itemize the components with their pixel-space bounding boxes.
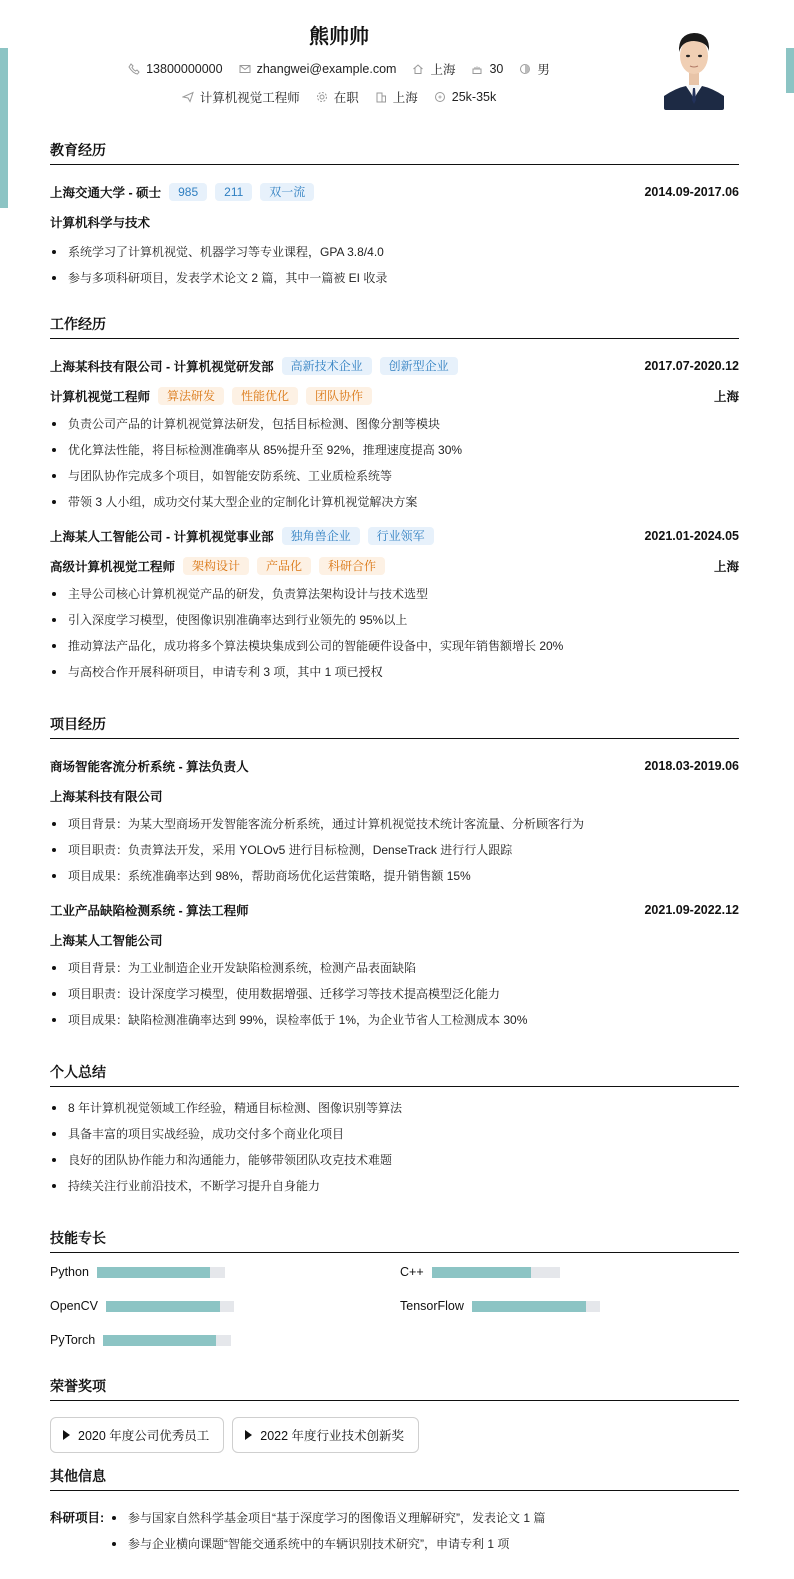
list-item: 8 年计算机视觉领域工作经验，精通目标检测、图像识别等算法 bbox=[50, 1095, 739, 1121]
work-bullets bbox=[50, 581, 739, 685]
research-row bbox=[50, 1505, 739, 1557]
section-title: 技能专长 bbox=[50, 1228, 739, 1253]
age-text: 30 bbox=[489, 62, 504, 76]
education-date: 2014.09-2017.06 bbox=[644, 185, 739, 199]
status-icon bbox=[316, 91, 328, 103]
school-tag: 211 bbox=[215, 183, 252, 201]
phone-item bbox=[128, 62, 222, 76]
list-item: 参与多项科研项目，发表学术论文 2 篇，其中一篇被 EI 收录 bbox=[50, 265, 739, 291]
list-item: 项目职责：负责算法开发，采用 YOLOv5 进行目标检测，DenseTrack 进行行人跟踪 bbox=[50, 837, 739, 863]
age-item bbox=[471, 62, 503, 76]
candidate-name: 熊帅帅 bbox=[309, 26, 369, 48]
list-item: 与团队协作完成多个项目，如智能安防系统、工业质检系统等 bbox=[50, 463, 739, 489]
target-city-item bbox=[375, 88, 418, 106]
education-bullets bbox=[50, 239, 739, 291]
list-item: 推动算法产品化，成功将多个算法模块集成到公司的智能硬件设备中，实现年销售额增长 20% bbox=[50, 633, 739, 659]
work-section bbox=[50, 314, 739, 685]
summary-section bbox=[50, 1062, 739, 1199]
role-title: 计算机视觉工程师 bbox=[50, 390, 151, 404]
role-tag: 架构设计 bbox=[183, 557, 249, 575]
list-item: 项目成果：缺陷检测准确率达到 99%，误检率低于 1%，为企业节省人工检测成本 30% bbox=[50, 1007, 739, 1033]
mail-icon bbox=[239, 63, 251, 75]
job-intent-line bbox=[0, 88, 678, 106]
skill-fill bbox=[97, 1267, 210, 1278]
role-tag: 产品化 bbox=[257, 557, 311, 575]
company-name: 上海某科技有限公司 - 计算机视觉研发部 bbox=[50, 360, 274, 374]
education-header-row bbox=[50, 183, 739, 201]
building-icon bbox=[375, 91, 387, 103]
work-city: 上海 bbox=[713, 390, 739, 404]
honor-text: 2022 年度行业技术创新奖 bbox=[260, 1429, 405, 1443]
salary-text: 25k-35k bbox=[451, 90, 497, 104]
honor-item[interactable] bbox=[50, 1417, 224, 1453]
email-item bbox=[239, 62, 397, 76]
section-title: 个人总结 bbox=[50, 1062, 739, 1087]
work-role-row bbox=[50, 387, 739, 405]
education-section bbox=[50, 140, 739, 291]
project-bullets bbox=[50, 811, 739, 889]
skill-name: C++ bbox=[400, 1265, 424, 1279]
role-tag: 算法研发 bbox=[158, 387, 224, 405]
summary-bullets bbox=[50, 1095, 739, 1199]
skill-pytorch bbox=[50, 1333, 231, 1347]
work-date: 2017.07-2020.12 bbox=[644, 359, 739, 373]
list-item: 项目背景：为工业制造企业开发缺陷检测系统，检测产品表面缺陷 bbox=[50, 955, 739, 981]
company-tag: 行业领军 bbox=[368, 527, 434, 545]
email-text: zhangwei@example.com bbox=[256, 62, 397, 76]
section-title: 项目经历 bbox=[50, 714, 739, 739]
work-company-row bbox=[50, 527, 739, 545]
skill-fill bbox=[103, 1335, 216, 1346]
list-item: 带领 3 人小组，成功交付某大型企业的定制化计算机视觉解决方案 bbox=[50, 489, 739, 515]
skill-fill bbox=[472, 1301, 586, 1312]
company-tag: 独角兽企业 bbox=[282, 527, 360, 545]
cake-icon bbox=[471, 63, 483, 75]
phone-icon bbox=[128, 63, 140, 75]
school-name: 上海交通大学 - 硕士 bbox=[50, 186, 162, 200]
location-text: 上海 bbox=[430, 63, 456, 77]
honors-list bbox=[50, 1417, 739, 1453]
status-text: 在职 bbox=[333, 91, 359, 105]
status-item bbox=[316, 88, 359, 106]
list-item: 项目背景：为某大型商场开发智能客流分析系统，通过计算机视觉技术统计客流量、分析顾客行为 bbox=[50, 811, 739, 837]
contact-line bbox=[0, 60, 678, 78]
school-tag: 双一流 bbox=[260, 183, 314, 201]
skills-grid bbox=[50, 1265, 739, 1370]
skills-section bbox=[50, 1228, 739, 1370]
project-date: 2021.09-2022.12 bbox=[644, 903, 739, 917]
skill-fill bbox=[106, 1301, 220, 1312]
research-bullets bbox=[110, 1505, 545, 1557]
section-title: 教育经历 bbox=[50, 140, 739, 165]
project-date: 2018.03-2019.06 bbox=[644, 759, 739, 773]
section-title: 其他信息 bbox=[50, 1466, 739, 1491]
skill-name: TensorFlow bbox=[400, 1299, 464, 1313]
send-icon bbox=[182, 91, 194, 103]
list-item: 良好的团队协作能力和沟通能力，能够带领团队攻克技术难题 bbox=[50, 1147, 739, 1173]
work-company-row bbox=[50, 357, 739, 375]
list-item: 优化算法性能，将目标检测准确率从 85%提升至 92%，推理速度提高 30% bbox=[50, 437, 739, 463]
gender-text: 男 bbox=[537, 63, 550, 77]
profile-photo bbox=[664, 18, 724, 110]
work-date: 2021.01-2024.05 bbox=[644, 529, 739, 543]
skill-cpp bbox=[400, 1265, 560, 1279]
project-header-row bbox=[50, 757, 739, 775]
skill-bar bbox=[472, 1301, 600, 1312]
location-item bbox=[412, 60, 455, 78]
list-item: 具备丰富的项目实战经验，成功交付多个商业化项目 bbox=[50, 1121, 739, 1147]
skill-opencv bbox=[50, 1299, 234, 1313]
honors-section bbox=[50, 1376, 739, 1453]
projects-section bbox=[50, 714, 739, 1033]
company-tag: 高新技术企业 bbox=[282, 357, 372, 375]
role-tag: 团队协作 bbox=[306, 387, 372, 405]
work-city: 上海 bbox=[713, 560, 739, 574]
list-item: 负责公司产品的计算机视觉算法研发，包括目标检测、图像分割等模块 bbox=[50, 411, 739, 437]
project-title: 商场智能客流分析系统 - 算法负责人 bbox=[50, 760, 249, 774]
skill-tensorflow bbox=[400, 1299, 600, 1313]
play-icon bbox=[63, 1430, 70, 1440]
salary-item bbox=[434, 90, 496, 104]
project-company: 上海某科技有限公司 bbox=[50, 790, 163, 804]
role-tag: 科研合作 bbox=[319, 557, 385, 575]
phone-text: 13800000000 bbox=[146, 62, 223, 76]
other-section bbox=[50, 1466, 739, 1557]
work-role-row bbox=[50, 557, 739, 575]
skill-name: OpenCV bbox=[50, 1299, 98, 1313]
role-tag: 性能优化 bbox=[232, 387, 298, 405]
role-title: 高级计算机视觉工程师 bbox=[50, 560, 176, 574]
gender-icon bbox=[519, 63, 531, 75]
skill-python bbox=[50, 1265, 225, 1279]
list-item: 引入深度学习模型，使图像识别准确率达到行业领先的 95%以上 bbox=[50, 607, 739, 633]
company-tag: 创新型企业 bbox=[380, 357, 458, 375]
other-label: 科研项目: bbox=[50, 1511, 105, 1525]
project-title: 工业产品缺陷检测系统 - 算法工程师 bbox=[50, 904, 249, 918]
skill-bar bbox=[97, 1267, 225, 1278]
project-company: 上海某人工智能公司 bbox=[50, 934, 163, 948]
work-bullets bbox=[50, 411, 739, 515]
play-icon bbox=[245, 1430, 252, 1440]
list-item: 主导公司核心计算机视觉产品的研发，负责算法架构设计与技术选型 bbox=[50, 581, 739, 607]
section-title: 荣誉奖项 bbox=[50, 1376, 739, 1401]
section-title: 工作经历 bbox=[50, 314, 739, 339]
list-item: 持续关注行业前沿技术，不断学习提升自身能力 bbox=[50, 1173, 739, 1199]
list-item: 参与企业横向课题“智能交通系统中的车辆识别技术研究”，申请专利 1 项 bbox=[110, 1531, 545, 1557]
list-item: 与高校合作开展科研项目，申请专利 3 项，其中 1 项已授权 bbox=[50, 659, 739, 685]
target-city-text: 上海 bbox=[392, 91, 418, 105]
list-item: 系统学习了计算机视觉、机器学习等专业课程，GPA 3.8/4.0 bbox=[50, 239, 739, 265]
job-title-item bbox=[182, 88, 300, 106]
coin-icon bbox=[434, 91, 446, 103]
skill-bar bbox=[103, 1335, 231, 1346]
skill-name: Python bbox=[50, 1265, 89, 1279]
gender-item bbox=[519, 60, 550, 78]
skill-bar bbox=[106, 1301, 234, 1312]
project-header-row bbox=[50, 901, 739, 919]
honor-item[interactable] bbox=[232, 1417, 419, 1453]
school-tag: 985 bbox=[169, 183, 207, 201]
job-title-text: 计算机视觉工程师 bbox=[199, 91, 300, 105]
list-item: 参与国家自然科学基金项目“基于深度学习的图像语义理解研究”，发表论文 1 篇 bbox=[110, 1505, 545, 1531]
resume-header bbox=[0, 0, 794, 150]
company-name: 上海某人工智能公司 - 计算机视觉事业部 bbox=[50, 530, 274, 544]
skill-name: PyTorch bbox=[50, 1333, 96, 1347]
skill-fill bbox=[432, 1267, 532, 1278]
major: 计算机科学与技术 bbox=[50, 216, 151, 230]
list-item: 项目成果：系统准确率达到 98%，帮助商场优化运营策略，提升销售额 15% bbox=[50, 863, 739, 889]
project-bullets bbox=[50, 955, 739, 1033]
home-icon bbox=[412, 63, 424, 75]
skill-bar bbox=[432, 1267, 560, 1278]
honor-text: 2020 年度公司优秀员工 bbox=[78, 1429, 210, 1443]
list-item: 项目职责：设计深度学习模型，使用数据增强、迁移学习等技术提高模型泛化能力 bbox=[50, 981, 739, 1007]
